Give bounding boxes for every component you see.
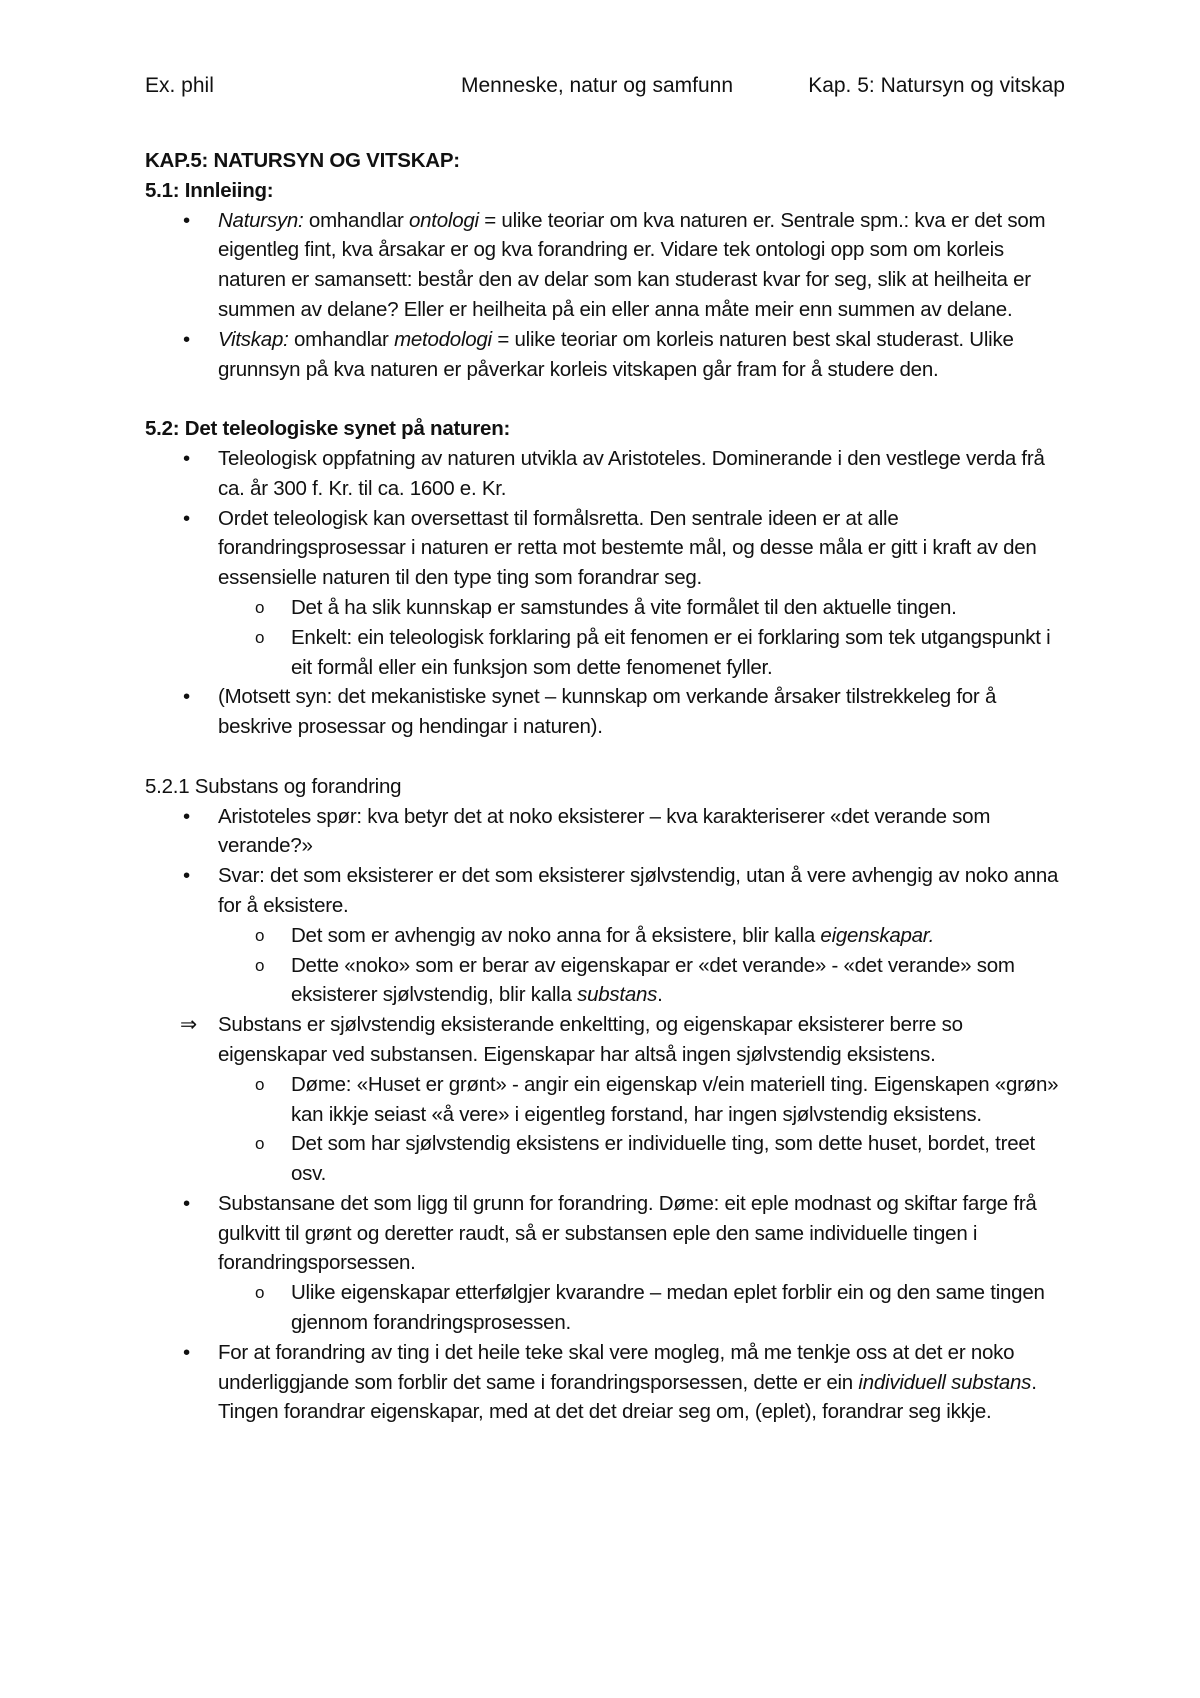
list-item: • For at forandring av ting i det heile teke skal vere mogleg, må me tenkje oss at det er noko underliggjande som forblir det same i forandringsporsessen, dette er ein individuell substans. Tingen forandrar eigenskapar, med at det det dreiar seg om, (eplet), forandrar seg ikkje.	[145, 1338, 1070, 1427]
term: substans	[577, 983, 658, 1007]
list-item: ⇒ Substans er sjølvstendig eksisterande enkeltting, og eigenskapar eksisterer berre so eigenskapar ved substansen. Eigenskapar har altså ingen sjølvstendig eksistens.	[145, 1010, 1070, 1070]
list-item: • Substansane det som ligg til grunn for forandring. Døme: eit eple modnast og skiftar farge frå gulkvitt til grønt og deretter raudt, så er substansen eple den same individuelle tingen i forandringsporsessen.	[145, 1189, 1070, 1278]
bullet-marker: •	[183, 327, 190, 351]
list-item: • Teleologisk oppfatning av naturen utvikla av Aristoteles. Dominerande i den vestlege verda frå ca. år 300 f. Kr. til ca. 1600 e. Kr.	[145, 444, 1070, 504]
sub-list-item: o Det som har sjølvstendig eksistens er individuelle ting, som dette huset, bordet, treet osv.	[145, 1129, 1070, 1189]
bullet-marker: •	[183, 1191, 190, 1215]
sub-list-item: o Ulike eigenskapar etterfølgjer kvarandre – medan eplet forblir ein og den same tingen gjennom forandringsprosessen.	[145, 1278, 1070, 1338]
bullet-marker: •	[183, 506, 190, 530]
header-book: Menneske, natur og samfunn	[461, 74, 733, 97]
list-item: • Vitskap: omhandlar metodologi = ulike teoriar om korleis naturen best skal studerast. Ulike grunnsyn på kva naturen er påverkar korleis vitskapen går fram for å studere den.	[145, 325, 1070, 385]
bullet-marker: •	[183, 1340, 190, 1364]
list-item: • Natursyn: omhandlar ontologi = ulike teoriar om kva naturen er. Sentrale spm.: kva er det som eigentleg fint, kva årsakar er og kva forandring er. Vidare tek ontologi opp som om korleis naturen er samansett: består den av delar som kan studerast kvar for seg, slik at heilheita er summen av delane? Eller er heilheita på ein eller anna måte meir enn summen av delane.	[145, 206, 1070, 325]
spacer	[145, 384, 1070, 414]
sub-list-item: o Dette «noko» som er berar av eigenskapar er «det verande» - «det verande» som eksisterer sjølvstendig, blir kalla substans.	[145, 951, 1070, 1011]
term: metodologi	[394, 327, 492, 351]
circle-marker: o	[255, 955, 265, 975]
bullet-marker: •	[183, 685, 190, 709]
sub-list-item: o Det som er avhengig av noko anna for å eksistere, blir kalla eigenskapar.	[145, 921, 1070, 951]
circle-marker: o	[255, 1283, 265, 1303]
circle-marker: o	[255, 627, 265, 647]
list-item: • Aristoteles spør: kva betyr det at noko eksisterer – kva karakteriserer «det verande som verande?»	[145, 802, 1070, 862]
spacer	[145, 742, 1070, 772]
sub-list-item: o Enkelt: ein teleologisk forklaring på eit fenomen er ei forklaring som tek utgangspunkt i eit formål eller ein funksjon som dette fenomenet fyller.	[145, 623, 1070, 683]
document-title: KAP.5: NATURSYN OG VITSKAP:	[145, 149, 460, 172]
bullet-marker: •	[183, 208, 190, 232]
term: eigenskapar.	[820, 923, 935, 947]
term: Vitskap:	[218, 327, 289, 351]
page-header	[145, 74, 1065, 104]
section-heading-5-2-1: 5.2.1 Substans og forandring	[145, 774, 402, 798]
term: individuell substans	[858, 1370, 1032, 1394]
bullet-marker: •	[183, 864, 190, 888]
arrow-marker: ⇒	[180, 1013, 197, 1037]
section-heading-5-2: 5.2: Det teleologiske synet på naturen:	[145, 417, 511, 441]
list-item: • Ordet teleologisk kan oversettast til formålsretta. Den sentrale ideen er at alle forandringsprosessar i naturen er retta mot bestemte mål, og desse måla er gitt i kraft av den essensielle naturen til den type ting som forandrar seg.	[145, 504, 1070, 593]
list-item: • Svar: det som eksisterer er det som eksisterer sjølvstendig, utan å vere avhengig av noko anna for å eksistere.	[145, 861, 1070, 921]
sub-list-item: o Det å ha slik kunnskap er samstundes å vite formålet til den aktuelle tingen.	[145, 593, 1070, 623]
list-item: • (Motsett syn: det mekanistiske synet – kunnskap om verkande årsaker tilstrekkeleg for å beskrive prosessar og hendingar i naturen).	[145, 682, 1070, 742]
sub-list-item: o Døme: «Huset er grønt» - angir ein eigenskap v/ein materiell ting. Eigenskapen «grøn» kan ikkje seiast «å vere» i eigentleg forstand, har ingen sjølvstendig eksistens.	[145, 1070, 1070, 1130]
section-heading-5-1: 5.1: Innleiing:	[145, 178, 274, 202]
bullet-marker: •	[183, 804, 190, 828]
bullet-marker: •	[183, 446, 190, 470]
term: Natursyn:	[218, 208, 304, 232]
document-body	[145, 146, 1070, 1427]
header-course: Ex. phil	[145, 74, 214, 97]
header-chapter: Kap. 5: Natursyn og vitskap	[808, 74, 1065, 97]
circle-marker: o	[255, 925, 265, 945]
circle-marker: o	[255, 1134, 265, 1154]
term: ontologi	[409, 208, 479, 232]
circle-marker: o	[255, 597, 265, 617]
circle-marker: o	[255, 1074, 265, 1094]
